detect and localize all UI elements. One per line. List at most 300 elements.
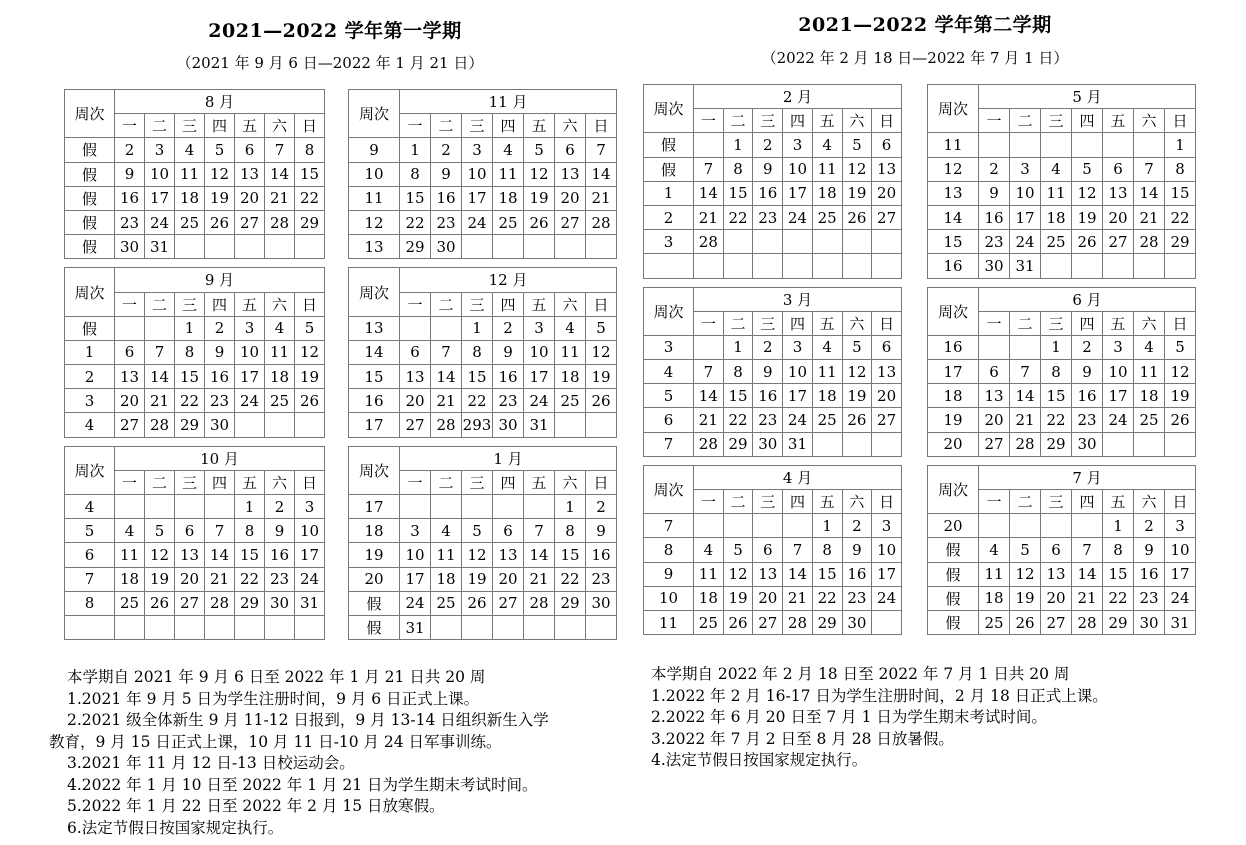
day-cell: 9 [205, 340, 235, 364]
weekday-label: 四 [783, 490, 813, 514]
day-cell: 21 [205, 567, 235, 591]
day-cell: 17 [235, 365, 265, 389]
day-cell: 29 [1041, 432, 1072, 456]
day-cell: 25 [979, 610, 1010, 634]
day-cell: 29 [295, 210, 325, 234]
day-cell: 30 [115, 235, 145, 259]
week-number: 9 [644, 562, 694, 586]
day-cell: 6 [979, 360, 1010, 384]
weekday-label: 六 [555, 470, 586, 494]
week-row [644, 432, 902, 456]
weekday-label: 日 [872, 490, 902, 514]
weekday-label: 六 [842, 490, 872, 514]
day-cell: 18 [265, 365, 295, 389]
day-cell: 21 [431, 389, 462, 413]
day-cell: 15 [723, 384, 753, 408]
month-name: 6 月 [979, 287, 1196, 311]
week-number: 11 [928, 133, 979, 157]
day-cell: 20 [979, 408, 1010, 432]
day-cell: 12 [1072, 181, 1103, 205]
weekday-label: 二 [723, 311, 753, 335]
semester-2-date-range: （2022 年 2 月 18 日—2022 年 7 月 1 日） [761, 49, 1069, 67]
month-header-row [644, 287, 902, 311]
day-cell [783, 514, 813, 538]
month-separator [644, 456, 902, 465]
day-cell: 27 [1103, 230, 1134, 254]
separator-cell [928, 456, 1196, 465]
weekday-label: 四 [1072, 490, 1103, 514]
week-number: 假 [65, 235, 115, 259]
semester-2-note-1: 1.2022 年 2 月 16-17 日为学生注册时间，2 月 18 日正式上课。 [651, 686, 1108, 705]
day-cell: 26 [524, 210, 555, 234]
day-cell [872, 230, 902, 254]
week-column-header: 周次 [65, 90, 115, 138]
weekday-label: 三 [175, 114, 205, 138]
day-cell: 3 [145, 138, 175, 162]
day-cell [1134, 133, 1165, 157]
week-row [349, 615, 617, 639]
day-cell: 5 [462, 519, 493, 543]
day-cell: 11 [555, 340, 586, 364]
day-cell: 20 [493, 567, 524, 591]
weekday-label: 六 [265, 292, 295, 316]
weekday-label: 四 [493, 292, 524, 316]
month-header-row [349, 446, 617, 470]
day-cell [175, 615, 205, 639]
week-row [349, 543, 617, 567]
weekday-label: 三 [462, 114, 493, 138]
day-cell: 30 [1072, 432, 1103, 456]
weekday-label: 二 [431, 470, 462, 494]
day-cell: 25 [1134, 408, 1165, 432]
day-cell: 28 [1010, 432, 1041, 456]
day-cell: 3 [400, 519, 431, 543]
week-row [65, 365, 325, 389]
day-cell: 2 [431, 138, 462, 162]
week-row [349, 340, 617, 364]
week-row [349, 186, 617, 210]
day-cell: 11 [979, 562, 1010, 586]
weekday-label: 一 [115, 114, 145, 138]
week-column-header: 周次 [65, 446, 115, 494]
day-cell [265, 235, 295, 259]
week-number: 14 [928, 205, 979, 229]
month-name: 5 月 [979, 85, 1196, 109]
month-separator [65, 437, 325, 446]
day-cell: 12 [524, 162, 555, 186]
day-cell: 27 [555, 210, 586, 234]
month-header-row [65, 446, 325, 470]
day-cell: 3 [1165, 514, 1196, 538]
day-cell: 17 [295, 543, 325, 567]
week-row [928, 432, 1196, 456]
day-cell: 29 [1165, 230, 1196, 254]
week-number: 20 [349, 567, 400, 591]
day-cell: 20 [872, 181, 902, 205]
day-cell [783, 254, 813, 278]
day-cell: 14 [145, 365, 175, 389]
weekday-label: 四 [783, 311, 813, 335]
day-cell [205, 235, 235, 259]
semester-1-note-summary: 本学期自 2021 年 9 月 6 日至 2022 年 1 月 21 日共 20 周 [67, 668, 486, 686]
day-cell [753, 514, 783, 538]
week-row [644, 384, 902, 408]
week-row [644, 335, 902, 359]
week-row [644, 157, 902, 181]
day-cell: 23 [431, 210, 462, 234]
week-row [928, 384, 1196, 408]
day-cell: 2 [586, 495, 617, 519]
day-cell: 8 [295, 138, 325, 162]
week-row [644, 133, 902, 157]
weekday-label: 三 [1041, 490, 1072, 514]
semester-1-note-5: 5.2022 年 1 月 22 日至 2022 年 2 月 15 日放寒假。 [67, 797, 445, 815]
day-cell: 19 [586, 365, 617, 389]
day-cell: 7 [1072, 538, 1103, 562]
day-cell: 16 [586, 543, 617, 567]
weekday-label: 二 [1010, 490, 1041, 514]
day-cell: 16 [979, 205, 1010, 229]
day-cell [205, 495, 235, 519]
day-cell: 26 [295, 389, 325, 413]
day-cell: 22 [555, 567, 586, 591]
day-cell: 30 [586, 591, 617, 615]
day-cell: 20 [1041, 586, 1072, 610]
day-cell: 26 [1072, 230, 1103, 254]
day-cell: 31 [400, 615, 431, 639]
day-cell: 14 [1072, 562, 1103, 586]
day-cell: 22 [462, 389, 493, 413]
day-cell: 19 [1010, 586, 1041, 610]
day-cell: 4 [812, 133, 842, 157]
week-number: 假 [65, 210, 115, 234]
weekday-label: 三 [753, 490, 783, 514]
week-row [349, 365, 617, 389]
semester-2-calendar-right [927, 84, 1196, 635]
week-row [928, 610, 1196, 634]
day-cell: 12 [1165, 360, 1196, 384]
weekday-label: 四 [783, 109, 813, 133]
day-cell: 8 [462, 340, 493, 364]
day-cell: 17 [524, 365, 555, 389]
week-row [928, 335, 1196, 359]
day-cell: 22 [175, 389, 205, 413]
week-number: 18 [349, 519, 400, 543]
day-cell: 4 [1041, 157, 1072, 181]
day-cell: 1 [723, 335, 753, 359]
weekday-label: 三 [1041, 311, 1072, 335]
day-cell [555, 235, 586, 259]
day-cell [586, 235, 617, 259]
day-cell: 20 [400, 389, 431, 413]
day-cell: 30 [205, 413, 235, 437]
semester-1-calendar-left [64, 89, 325, 640]
month-separator [644, 278, 902, 287]
day-cell: 9 [1134, 538, 1165, 562]
day-cell: 18 [812, 384, 842, 408]
semester-1-title: 2021—2022 学年第一学期 [208, 20, 462, 42]
day-cell: 8 [1041, 360, 1072, 384]
day-cell: 14 [1010, 384, 1041, 408]
day-cell: 5 [723, 538, 753, 562]
day-cell: 8 [175, 340, 205, 364]
day-cell: 2 [842, 514, 872, 538]
day-cell: 9 [493, 340, 524, 364]
day-cell: 7 [694, 360, 724, 384]
day-cell: 16 [265, 543, 295, 567]
weekday-label: 六 [842, 311, 872, 335]
day-cell: 18 [493, 186, 524, 210]
day-cell: 24 [235, 389, 265, 413]
day-cell: 9 [115, 162, 145, 186]
week-number: 16 [928, 254, 979, 278]
semester-1-notes [51, 667, 621, 839]
day-cell: 4 [493, 138, 524, 162]
day-cell [1072, 514, 1103, 538]
day-cell: 3 [524, 316, 555, 340]
month-header-row [928, 85, 1196, 109]
week-row [65, 543, 325, 567]
weekday-label: 六 [555, 114, 586, 138]
month-header-row [65, 268, 325, 292]
week-number: 5 [644, 384, 694, 408]
semester-1-note-4: 4.2022 年 1 月 10 日至 2022 年 1 月 21 日为学生期末考试时间。 [67, 775, 538, 794]
week-number: 7 [644, 514, 694, 538]
week-row [928, 205, 1196, 229]
separator-cell [65, 437, 325, 446]
day-cell: 13 [115, 365, 145, 389]
day-cell: 7 [1010, 360, 1041, 384]
day-cell: 15 [295, 162, 325, 186]
day-cell [145, 316, 175, 340]
day-cell: 8 [812, 538, 842, 562]
day-cell: 19 [1072, 205, 1103, 229]
day-cell: 24 [783, 205, 813, 229]
weekday-label: 三 [753, 109, 783, 133]
weekday-label: 三 [753, 311, 783, 335]
week-number: 假 [65, 316, 115, 340]
day-cell: 24 [400, 591, 431, 615]
week-row [65, 210, 325, 234]
day-cell [694, 254, 724, 278]
week-row [928, 360, 1196, 384]
weekday-label: 五 [1103, 490, 1134, 514]
day-cell [723, 514, 753, 538]
day-cell: 16 [1134, 562, 1165, 586]
weekday-label: 二 [431, 114, 462, 138]
day-cell: 18 [694, 586, 724, 610]
day-cell [145, 615, 175, 639]
week-number: 假 [928, 586, 979, 610]
day-cell: 4 [812, 335, 842, 359]
day-cell [1010, 335, 1041, 359]
weekday-label: 四 [1072, 311, 1103, 335]
month-name: 3 月 [694, 287, 902, 311]
week-number: 12 [928, 157, 979, 181]
day-cell: 6 [175, 519, 205, 543]
week-column-header: 周次 [928, 287, 979, 335]
week-row [349, 519, 617, 543]
day-cell: 13 [872, 157, 902, 181]
week-column-header: 周次 [349, 446, 400, 494]
day-cell: 17 [145, 186, 175, 210]
day-cell [586, 615, 617, 639]
month-header-row [644, 465, 902, 489]
weekday-label: 三 [175, 292, 205, 316]
day-cell: 27 [872, 408, 902, 432]
month-name: 8 月 [115, 90, 325, 114]
day-cell: 2 [979, 157, 1010, 181]
month-header-row [644, 85, 902, 109]
day-cell: 22 [723, 205, 753, 229]
day-cell: 11 [812, 360, 842, 384]
week-column-header: 周次 [928, 465, 979, 513]
semester-2-note-2: 2.2022 年 6 月 20 日至 7 月 1 日为学生期末考试时间。 [651, 708, 1047, 726]
day-cell: 14 [524, 543, 555, 567]
week-row [65, 519, 325, 543]
day-cell [145, 495, 175, 519]
day-cell: 11 [694, 562, 724, 586]
day-cell: 13 [493, 543, 524, 567]
weekday-label: 一 [694, 109, 724, 133]
semester-1-note-2-cont: 教育，9 月 15 日正式上课，10 月 11 日-10 月 24 日军事训练。 [49, 732, 502, 751]
day-cell: 28 [265, 210, 295, 234]
day-cell: 21 [1134, 205, 1165, 229]
week-row [65, 615, 325, 639]
month-name: 9 月 [115, 268, 325, 292]
day-cell [1041, 133, 1072, 157]
week-number [65, 615, 115, 639]
day-cell: 13 [1041, 562, 1072, 586]
day-cell: 13 [872, 360, 902, 384]
day-cell: 28 [524, 591, 555, 615]
day-cell: 6 [872, 335, 902, 359]
day-cell: 12 [586, 340, 617, 364]
week-number: 8 [65, 591, 115, 615]
day-cell: 8 [723, 157, 753, 181]
day-cell: 27 [872, 205, 902, 229]
day-cell: 2 [753, 335, 783, 359]
week-row [349, 591, 617, 615]
week-row [349, 210, 617, 234]
day-cell: 13 [175, 543, 205, 567]
day-cell: 11 [175, 162, 205, 186]
day-cell: 6 [235, 138, 265, 162]
day-cell: 12 [295, 340, 325, 364]
day-cell [462, 615, 493, 639]
day-cell: 16 [115, 186, 145, 210]
week-number: 18 [928, 384, 979, 408]
week-column-header: 周次 [65, 268, 115, 316]
day-cell: 15 [175, 365, 205, 389]
weekday-label: 六 [265, 114, 295, 138]
day-cell: 5 [524, 138, 555, 162]
day-cell: 5 [205, 138, 235, 162]
weekday-label: 二 [1010, 311, 1041, 335]
day-cell: 29 [812, 610, 842, 634]
day-cell: 2 [493, 316, 524, 340]
day-cell: 10 [295, 519, 325, 543]
week-row [349, 413, 617, 437]
day-cell: 25 [115, 591, 145, 615]
weekday-label: 一 [979, 490, 1010, 514]
day-cell: 26 [842, 205, 872, 229]
day-cell [555, 615, 586, 639]
weekday-label: 四 [1072, 109, 1103, 133]
week-number: 19 [928, 408, 979, 432]
week-row [928, 230, 1196, 254]
week-row [349, 316, 617, 340]
day-cell [493, 615, 524, 639]
day-cell: 21 [694, 408, 724, 432]
day-cell: 27 [753, 610, 783, 634]
day-cell: 7 [265, 138, 295, 162]
week-row [928, 538, 1196, 562]
day-cell: 19 [462, 567, 493, 591]
day-cell: 20 [753, 586, 783, 610]
week-number: 15 [349, 365, 400, 389]
day-cell: 9 [979, 181, 1010, 205]
day-cell [295, 615, 325, 639]
day-cell: 28 [145, 413, 175, 437]
month-separator [349, 259, 617, 268]
weekday-label: 日 [586, 292, 617, 316]
day-cell: 2 [205, 316, 235, 340]
semester-1-note-6: 6.法定节假日按国家规定执行。 [67, 818, 284, 837]
day-cell: 4 [694, 538, 724, 562]
week-number: 11 [349, 186, 400, 210]
week-number: 16 [928, 335, 979, 359]
day-cell: 26 [145, 591, 175, 615]
day-cell [493, 235, 524, 259]
day-cell: 16 [205, 365, 235, 389]
day-cell: 27 [115, 413, 145, 437]
day-cell: 10 [872, 538, 902, 562]
semester-2-title: 2021—2022 学年第二学期 [798, 14, 1052, 36]
week-number: 2 [65, 365, 115, 389]
day-cell [723, 254, 753, 278]
weekday-label: 一 [694, 311, 724, 335]
day-cell: 17 [872, 562, 902, 586]
day-cell: 20 [1103, 205, 1134, 229]
day-cell: 30 [431, 235, 462, 259]
day-cell: 13 [235, 162, 265, 186]
day-cell: 24 [1010, 230, 1041, 254]
day-cell: 6 [555, 138, 586, 162]
day-cell: 13 [979, 384, 1010, 408]
semester-1-note-2: 2.2021 级全体新生 9 月 11-12 日报到，9 月 13-14 日组织新生入学 [67, 711, 549, 729]
day-cell: 2 [115, 138, 145, 162]
weekday-label: 二 [723, 490, 753, 514]
week-row [349, 389, 617, 413]
week-row [928, 586, 1196, 610]
day-cell: 9 [753, 157, 783, 181]
week-row [65, 495, 325, 519]
weekday-label: 日 [295, 470, 325, 494]
day-cell: 26 [205, 210, 235, 234]
day-cell [175, 235, 205, 259]
weekday-label: 三 [462, 470, 493, 494]
semester-2-note-summary: 本学期自 2022 年 2 月 18 日至 2022 年 7 月 1 日共 20 周 [651, 665, 1070, 683]
day-cell: 20 [872, 384, 902, 408]
day-cell [1103, 254, 1134, 278]
day-cell [1103, 432, 1134, 456]
month-header-row [65, 90, 325, 114]
day-cell: 7 [431, 340, 462, 364]
day-cell: 24 [1103, 408, 1134, 432]
day-cell [115, 495, 145, 519]
day-cell: 10 [1010, 181, 1041, 205]
